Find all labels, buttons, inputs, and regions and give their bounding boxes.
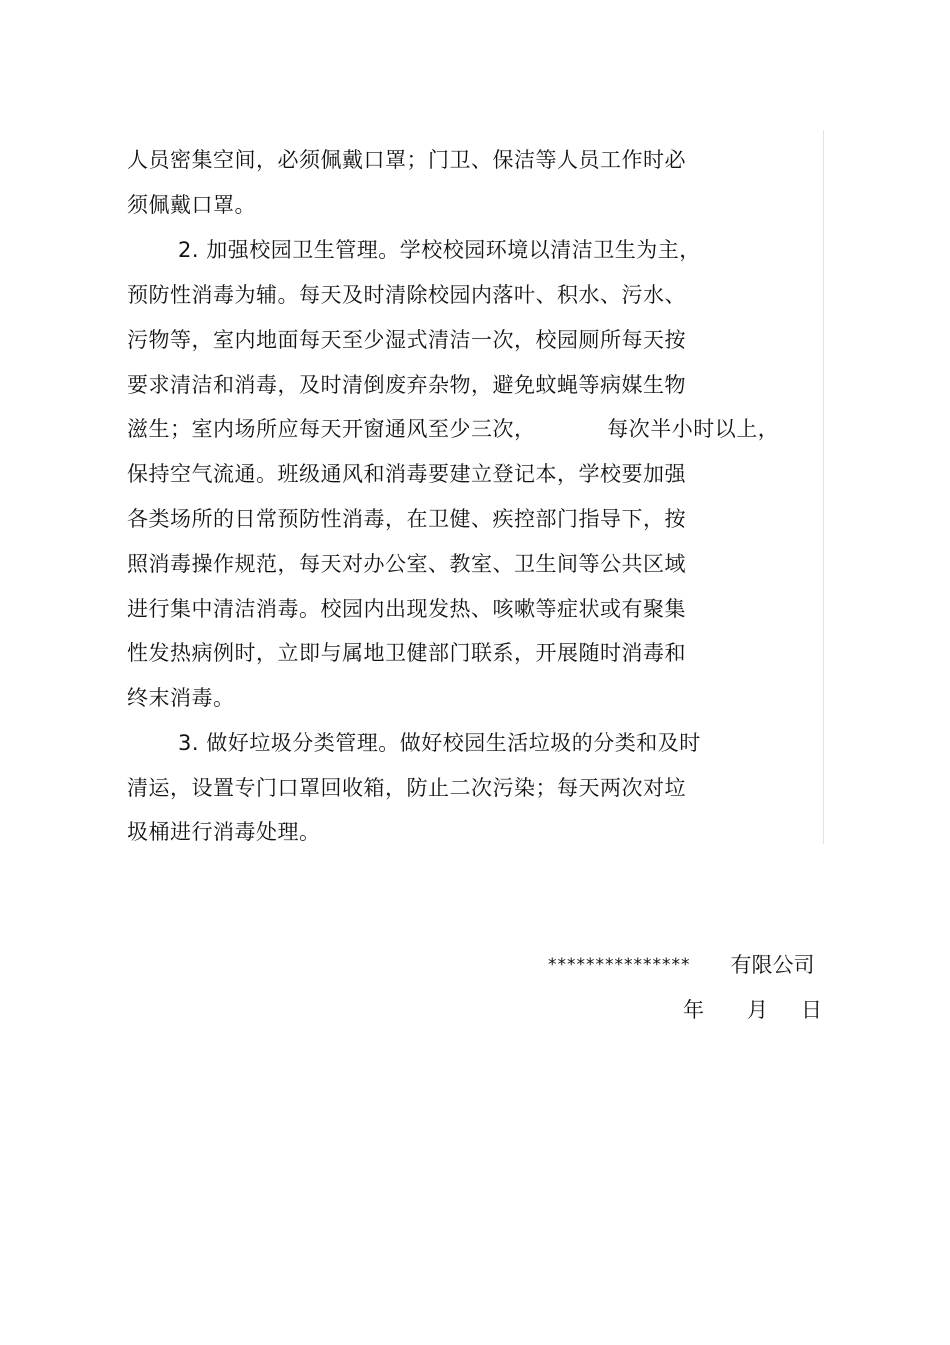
text-line-13: 终末消毒。 <box>127 686 235 710</box>
text-line-14: 3. 做好垃圾分类管理。做好校园生活垃圾的分类和及时 <box>178 731 701 755</box>
text-line-10: 照消毒操作规范，每天对办公室、教室、卫生间等公共区域 <box>127 552 686 576</box>
date-day: 日 <box>801 998 822 1022</box>
text-line-1: 人员密集空间，必须佩戴口罩；门卫、保洁等人员工作时必 <box>127 148 686 172</box>
company-name-mask: *************** <box>548 955 691 975</box>
text-line-8: 保持空气流通。班级通风和消毒要建立登记本，学校要加强 <box>127 462 686 486</box>
date-year: 年 <box>683 998 704 1022</box>
margin-rule <box>823 130 824 844</box>
text-line-12: 性发热病例时，立即与属地卫健部门联系，开展随时消毒和 <box>127 641 686 665</box>
text-line-15: 清运，设置专门口罩回收箱，防止二次污染；每天两次对垃 <box>127 776 686 800</box>
text-line-6: 要求清洁和消毒，及时清倒废弃杂物，避免蚊蝇等病媒生物 <box>127 373 686 397</box>
company-suffix: 有限公司 <box>730 953 815 977</box>
text-line-3: 2. 加强校园卫生管理。学校校园环境以清洁卫生为主， <box>178 238 701 262</box>
text-line-5: 污物等，室内地面每天至少湿式清洁一次，校园厕所每天按 <box>127 328 686 352</box>
signature-company <box>548 950 815 980</box>
text-line-11: 进行集中清洁消毒。校园内出现发热、咳嗽等症状或有聚集 <box>127 597 686 621</box>
text-line-7: 滋生；室内场所应每天开窗通风至少三次， 每次半小时以上， <box>127 417 780 441</box>
text-line-2: 须佩戴口罩。 <box>127 193 256 217</box>
date-month: 月 <box>747 998 768 1022</box>
text-line-9: 各类场所的日常预防性消毒，在卫健、疾控部门指导下，按 <box>127 507 686 531</box>
text-line-16: 圾桶进行消毒处理。 <box>127 820 321 844</box>
signature-date <box>683 995 822 1025</box>
text-line-4: 预防性消毒为辅。每天及时清除校园内落叶、积水、污水、 <box>127 283 686 307</box>
